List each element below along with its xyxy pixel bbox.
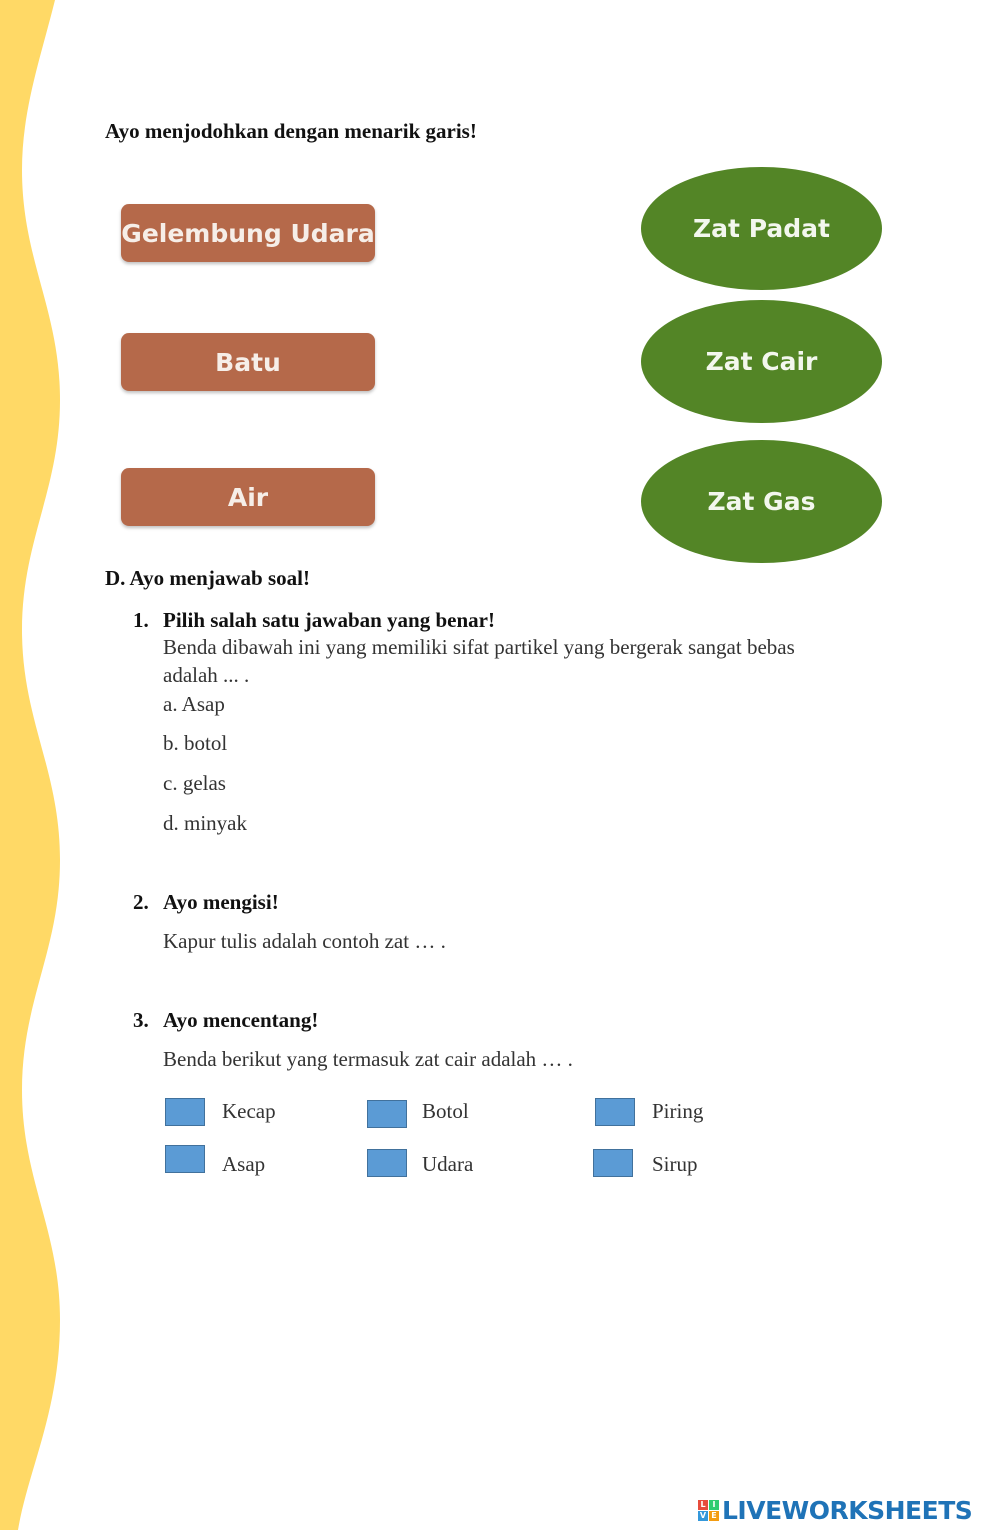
match-target-zat-padat[interactable]: Zat Padat	[641, 167, 882, 290]
q1-option-d[interactable]: d. minyak	[163, 811, 247, 835]
q2-title: Ayo mengisi!	[163, 890, 279, 914]
q1-question-line2: adalah ... .	[163, 663, 250, 687]
q1-title: Pilih salah satu jawaban yang benar!	[163, 608, 495, 632]
checkbox-asap[interactable]	[165, 1145, 205, 1173]
checkbox-sirup[interactable]	[593, 1149, 633, 1177]
choice-label-sirup: Sirup	[652, 1152, 698, 1176]
match-target-zat-cair[interactable]: Zat Cair	[641, 300, 882, 423]
wavy-border-decoration	[0, 0, 70, 1530]
logo-text: LIVEWORKSHEETS	[722, 1496, 973, 1525]
q3-number: 3.	[133, 1008, 149, 1032]
checkbox-kecap[interactable]	[165, 1098, 205, 1126]
checkbox-botol[interactable]	[367, 1100, 407, 1128]
match-item-air[interactable]: Air	[121, 468, 375, 526]
q1-option-b[interactable]: b. botol	[163, 731, 228, 755]
match-target-zat-gas[interactable]: Zat Gas	[641, 440, 882, 563]
matching-instruction: Ayo menjodohkan dengan menarik garis!	[105, 119, 477, 143]
choice-label-udara: Udara	[422, 1152, 474, 1176]
section-d-heading: D. Ayo menjawab soal!	[105, 566, 310, 590]
choice-label-asap: Asap	[222, 1152, 266, 1176]
q1-option-c[interactable]: c. gelas	[163, 771, 226, 795]
q3-question: Benda berikut yang termasuk zat cair adalah … .	[163, 1047, 573, 1071]
match-item-gelembung-udara[interactable]: Gelembung Udara	[121, 204, 375, 262]
q1-number: 1.	[133, 608, 149, 632]
choice-label-kecap: Kecap	[222, 1099, 276, 1123]
checkbox-piring[interactable]	[595, 1098, 635, 1126]
match-item-batu[interactable]: Batu	[121, 333, 375, 391]
checkbox-udara[interactable]	[367, 1149, 407, 1177]
q3-title: Ayo mencentang!	[163, 1008, 319, 1032]
q1-question-line1: Benda dibawah ini yang memiliki sifat partikel yang bergerak sangat bebas	[163, 635, 795, 659]
choice-label-piring: Piring	[652, 1099, 704, 1123]
liveworksheets-logo	[698, 1496, 972, 1525]
q2-question: Kapur tulis adalah contoh zat … .	[163, 929, 446, 953]
live-logo-icon: L I V E	[698, 1500, 719, 1521]
q1-option-a[interactable]: a. Asap	[163, 692, 225, 716]
q2-number: 2.	[133, 890, 149, 914]
choice-label-botol: Botol	[422, 1099, 469, 1123]
